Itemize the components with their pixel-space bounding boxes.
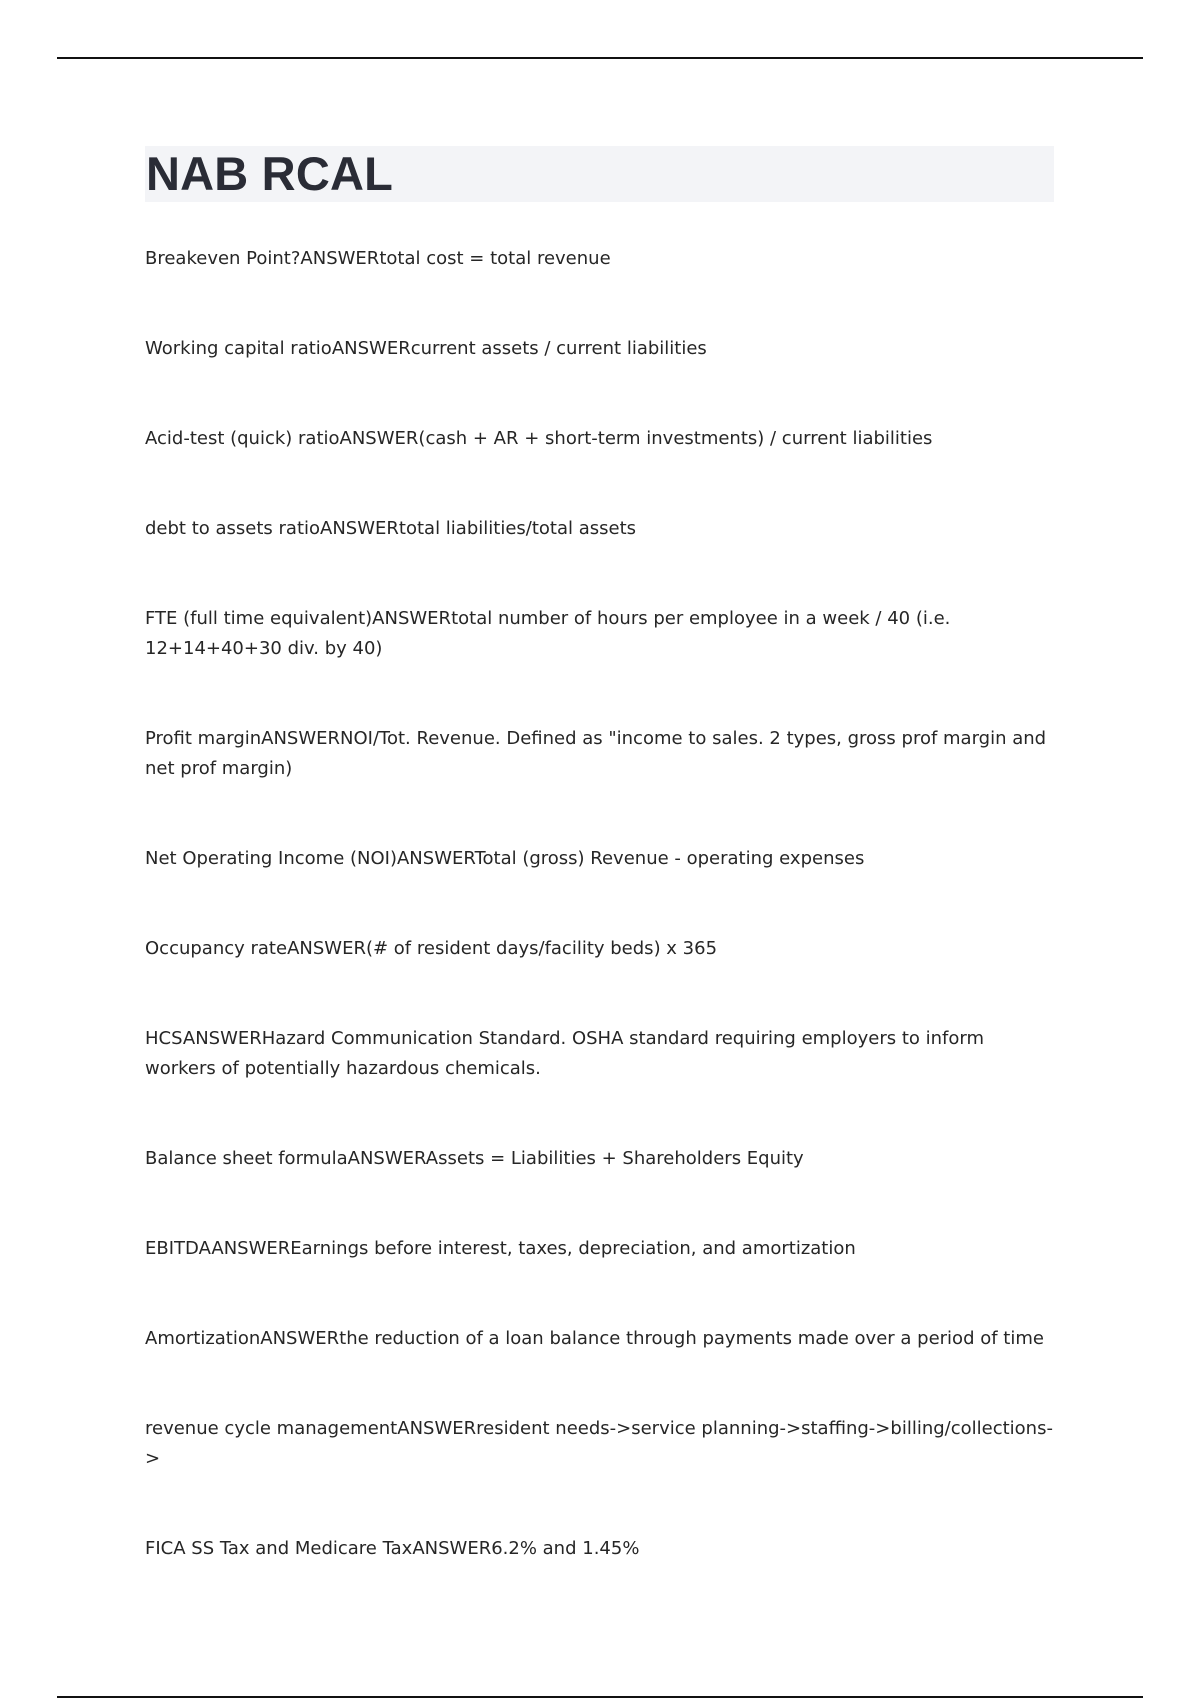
term: Balance sheet formula	[145, 1148, 348, 1169]
term: Profit margin	[145, 728, 262, 749]
term: revenue cycle management	[145, 1418, 398, 1439]
list-item	[145, 1234, 1057, 1264]
term: HCS	[145, 1028, 183, 1049]
list-item	[145, 334, 1057, 364]
answer: total liabilities/total assets	[398, 518, 637, 539]
list-item	[145, 514, 1057, 544]
answer-label: ANSWER	[320, 518, 399, 539]
list-item	[145, 604, 1057, 664]
term: EBITDA	[145, 1238, 212, 1259]
list-item	[145, 1414, 1057, 1474]
list-item	[145, 934, 1057, 964]
answer: (# of resident days/facility beds) x 365	[365, 938, 718, 959]
answer-label: ANSWER	[396, 848, 475, 869]
answer: total number of hours per employee in a week / 40 (i.e. 12+14+40+30 div. by 40)	[145, 608, 951, 659]
answer: the reduction of a loan balance through payments made over a period of time	[339, 1328, 1044, 1349]
list-item	[145, 1144, 1057, 1174]
answer: Hazard Communication Standard. OSHA standard requiring employers to inform workers of potentially hazardous chemicals.	[145, 1028, 985, 1079]
answer: Total (gross) Revenue - operating expenses	[474, 848, 865, 869]
list-item	[145, 724, 1057, 784]
bottom-divider	[57, 1696, 1143, 1698]
answer: current assets / current liabilities	[410, 338, 707, 359]
term: Net Operating Income (NOI)	[145, 848, 397, 869]
term: Occupancy rate	[145, 938, 288, 959]
title-banner	[145, 146, 1054, 202]
answer: 6.2% and 1.45%	[491, 1538, 640, 1559]
answer: resident needs->service planning->staffing->billing/collections->	[145, 1418, 1053, 1469]
term: Amortization	[145, 1328, 261, 1349]
list-item	[145, 1324, 1057, 1354]
answer: total cost = total revenue	[379, 248, 611, 269]
answer-label: ANSWER	[339, 428, 419, 449]
answer-label: ANSWER	[261, 728, 341, 749]
answer: Assets = Liabilities + Shareholders Equity	[425, 1148, 804, 1169]
list-item	[145, 244, 1057, 274]
term: Acid-test (quick) ratio	[145, 428, 340, 449]
answer: Earnings before interest, taxes, depreciation, and amortization	[290, 1238, 856, 1259]
answer-label: ANSWER	[347, 1148, 426, 1169]
term: debt to assets ratio	[145, 518, 321, 539]
answer-label: ANSWER	[260, 1328, 340, 1349]
term: FTE (full time equivalent)	[145, 608, 373, 629]
answer: (cash + AR + short-term investments) / current liabilities	[418, 428, 933, 449]
answer-label: ANSWER	[182, 1028, 262, 1049]
list-item	[145, 424, 1057, 454]
flashcard-list	[145, 244, 1057, 1624]
answer-label: ANSWER	[211, 1238, 291, 1259]
list-item	[145, 1534, 1057, 1564]
list-item	[145, 844, 1057, 874]
top-divider	[57, 57, 1143, 59]
page-title: NAB RCAL	[146, 147, 394, 200]
answer-label: ANSWER	[331, 338, 411, 359]
answer-label: ANSWER	[372, 608, 452, 629]
answer: NOI/Tot. Revenue. Defined as "income to sales. 2 types, gross prof margin and net prof margin)	[145, 728, 1047, 779]
answer-label: ANSWER	[412, 1538, 492, 1559]
answer-label: ANSWER	[300, 248, 380, 269]
answer-label: ANSWER	[287, 938, 366, 959]
term: Working capital ratio	[145, 338, 332, 359]
answer-label: ANSWER	[397, 1418, 477, 1439]
term: FICA SS Tax and Medicare Tax	[145, 1538, 413, 1559]
list-item	[145, 1024, 1057, 1084]
term: Breakeven Point?	[145, 248, 301, 269]
